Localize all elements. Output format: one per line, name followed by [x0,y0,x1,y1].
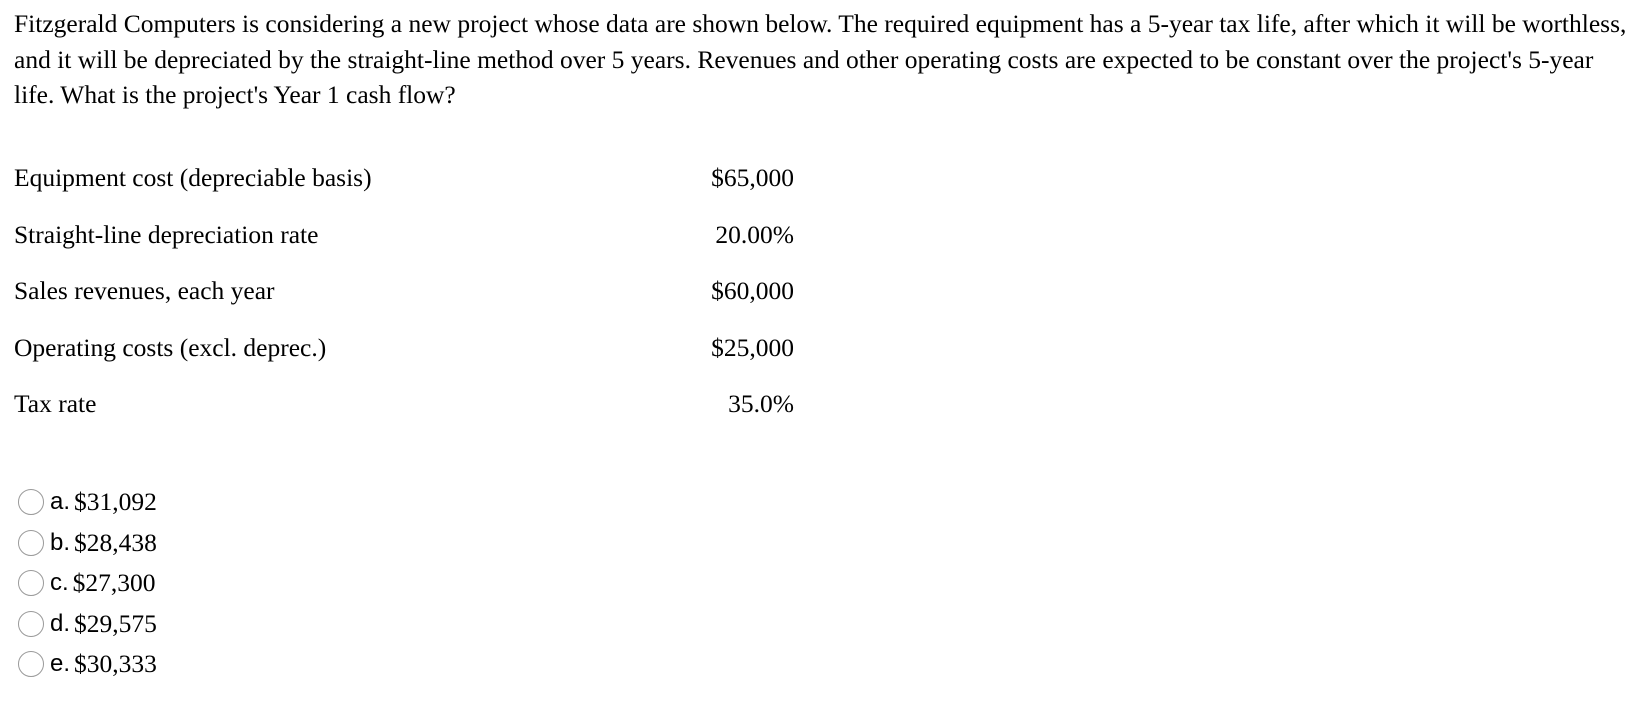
row-value: $25,000 [711,332,794,362]
option-value: $30,333 [74,649,157,679]
row-value: 20.00% [715,219,794,249]
row-value: 35.0% [728,389,794,419]
answer-option-e[interactable] [18,644,157,685]
answer-options [18,482,157,685]
option-letter: c. [50,569,69,597]
row-label: Tax rate [14,389,97,419]
option-letter: e. [50,650,71,678]
radio-button-a[interactable] [18,489,44,515]
answer-option-a[interactable] [18,482,157,523]
option-value: $27,300 [72,568,156,598]
option-value: $31,092 [74,487,157,517]
answer-option-d[interactable] [18,604,157,645]
row-label: Sales revenues, each year [14,276,275,306]
option-letter: b. [50,528,71,556]
table-row [14,207,794,264]
option-value: $29,575 [74,608,157,638]
project-data-table [14,150,794,433]
row-value: $60,000 [711,276,794,306]
radio-button-b[interactable] [18,530,44,556]
option-letter: d. [50,609,71,637]
row-label: Straight-line depreciation rate [14,219,319,249]
answer-option-c[interactable] [18,563,157,604]
table-row [14,263,794,320]
table-row [14,150,794,207]
radio-button-d[interactable] [18,611,44,637]
answer-option-b[interactable] [18,523,157,564]
radio-button-e[interactable] [18,651,44,677]
table-row [14,376,794,433]
row-label: Operating costs (excl. deprec.) [14,332,327,362]
row-value: $65,000 [711,163,794,193]
question-text: Fitzgerald Computers is considering a new project whose data are shown below. The required equipment has a 5-year tax life, after which it will be worthless, and it will be depreciated by the straight-line method over 5 years. Revenues and other operating costs are expected to be constant over the project's 5-year life. What is the project's Year 1 cash flow? [14,9,1627,109]
radio-button-c[interactable] [18,570,44,596]
row-label: Equipment cost (depreciable basis) [14,163,372,193]
option-value: $28,438 [74,527,157,557]
table-row [14,320,794,377]
option-letter: a. [50,488,71,516]
